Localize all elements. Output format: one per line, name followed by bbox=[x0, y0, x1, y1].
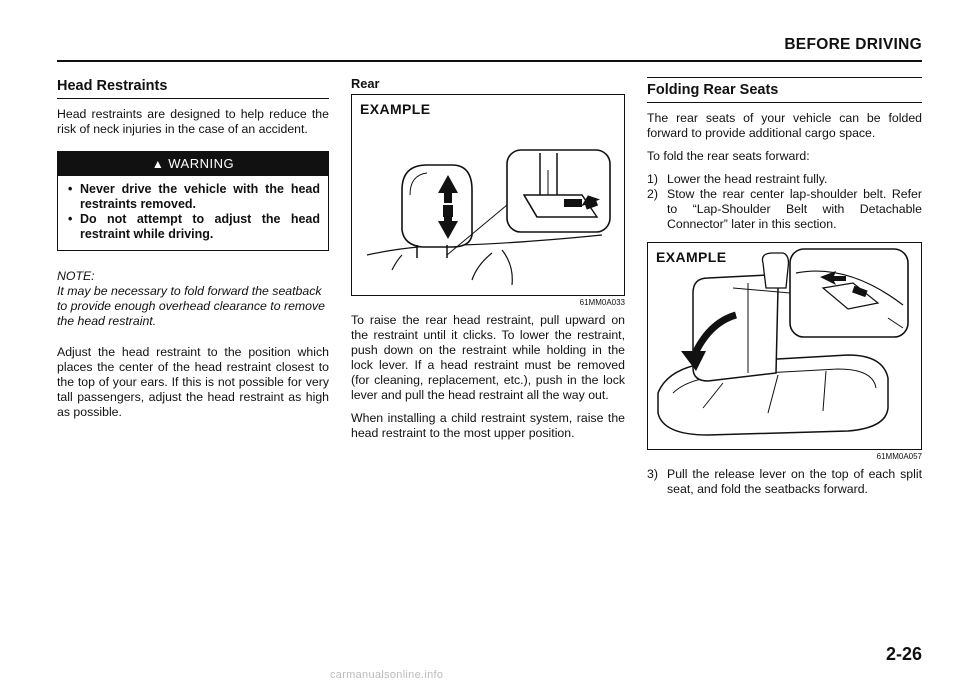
head-restraints-intro: Head restraints are designed to help reduce the risk of neck injuries in the case of an accident. bbox=[57, 107, 329, 136]
subsection-title-rear: Rear bbox=[351, 76, 380, 91]
warning-item: • Do not attempt to adjust the head restraint while driving. bbox=[68, 212, 320, 242]
note-block bbox=[57, 269, 329, 329]
folding-intro: The rear seats of your vehicle can be folded forward to provide additional cargo space. bbox=[647, 111, 922, 140]
rear-head-restraint-figure bbox=[351, 94, 625, 296]
head-restraint-illustration bbox=[352, 95, 626, 295]
section-title-head-restraints: Head Restraints bbox=[57, 78, 168, 94]
step-number: 1) bbox=[647, 172, 658, 186]
column-head-restraints bbox=[57, 74, 329, 428]
section-title-folding: Folding Rear Seats bbox=[647, 82, 779, 98]
page-number: 2-26 bbox=[885, 644, 922, 664]
section-rule bbox=[647, 102, 922, 103]
note-label: NOTE: bbox=[57, 269, 95, 283]
header-rule bbox=[57, 60, 922, 62]
figure-example-label: EXAMPLE bbox=[656, 249, 727, 265]
note-text: It may be necessary to fold forward the seatback to provide enough overhead clearance to remove the head restraint. bbox=[57, 284, 325, 328]
folding-steps bbox=[647, 172, 922, 232]
step-text: Pull the release lever on the top of each split seat, and fold the seatbacks forward. bbox=[667, 467, 922, 496]
folding-steps-continued bbox=[647, 467, 922, 497]
raise-text: To raise the rear head restraint, pull upward on the restraint until it clicks. To lower the restraint, push down on the restraint while holding in the lock lever. If a head restraint must be removed (for cleaning, replacement, etc.), push in the lock lever and pull the head restraint all the way out. bbox=[351, 313, 625, 402]
folding-lead: To fold the rear seats forward: bbox=[647, 149, 810, 163]
warning-item: • Never drive the vehicle with the head restraints removed. bbox=[68, 182, 320, 212]
warning-header bbox=[58, 152, 328, 176]
step-number: 2) bbox=[647, 187, 658, 201]
step-text: Lower the head restraint fully. bbox=[667, 172, 828, 186]
folding-seat-illustration bbox=[648, 243, 923, 449]
column-rear bbox=[351, 74, 625, 449]
figure-example-label: EXAMPLE bbox=[360, 101, 431, 117]
figure-code: 61MM0A057 bbox=[876, 452, 922, 461]
warning-box bbox=[57, 151, 329, 251]
warning-triangle-icon: ▲ bbox=[151, 157, 165, 171]
section-rule bbox=[57, 98, 329, 99]
step-text: Stow the rear center lap-shoulder belt. Refer to “Lap-Shoulder Belt with Detachable Connector” later in this section. bbox=[667, 187, 922, 231]
column-folding-rear-seats bbox=[647, 74, 922, 505]
warning-body bbox=[58, 176, 328, 250]
step-number: 3) bbox=[647, 467, 658, 481]
step-item bbox=[647, 467, 922, 497]
step-item bbox=[647, 172, 922, 187]
child-restraint-text: When installing a child restraint system, raise the head restraint to the most upper position. bbox=[351, 411, 625, 440]
watermark: carmanualsonline.info bbox=[330, 669, 444, 681]
warning-label: WARNING bbox=[168, 156, 235, 171]
figure-code: 61MM0A033 bbox=[579, 298, 625, 307]
adjust-text: Adjust the head restraint to the position which places the center of the head restraint closest to the top of your ears. If this is not possible for very tall passengers, adjust the head restraint as high as possible. bbox=[57, 345, 329, 419]
step-item bbox=[647, 187, 922, 232]
folding-seat-figure bbox=[647, 242, 922, 450]
header-title: BEFORE DRIVING bbox=[784, 36, 922, 53]
